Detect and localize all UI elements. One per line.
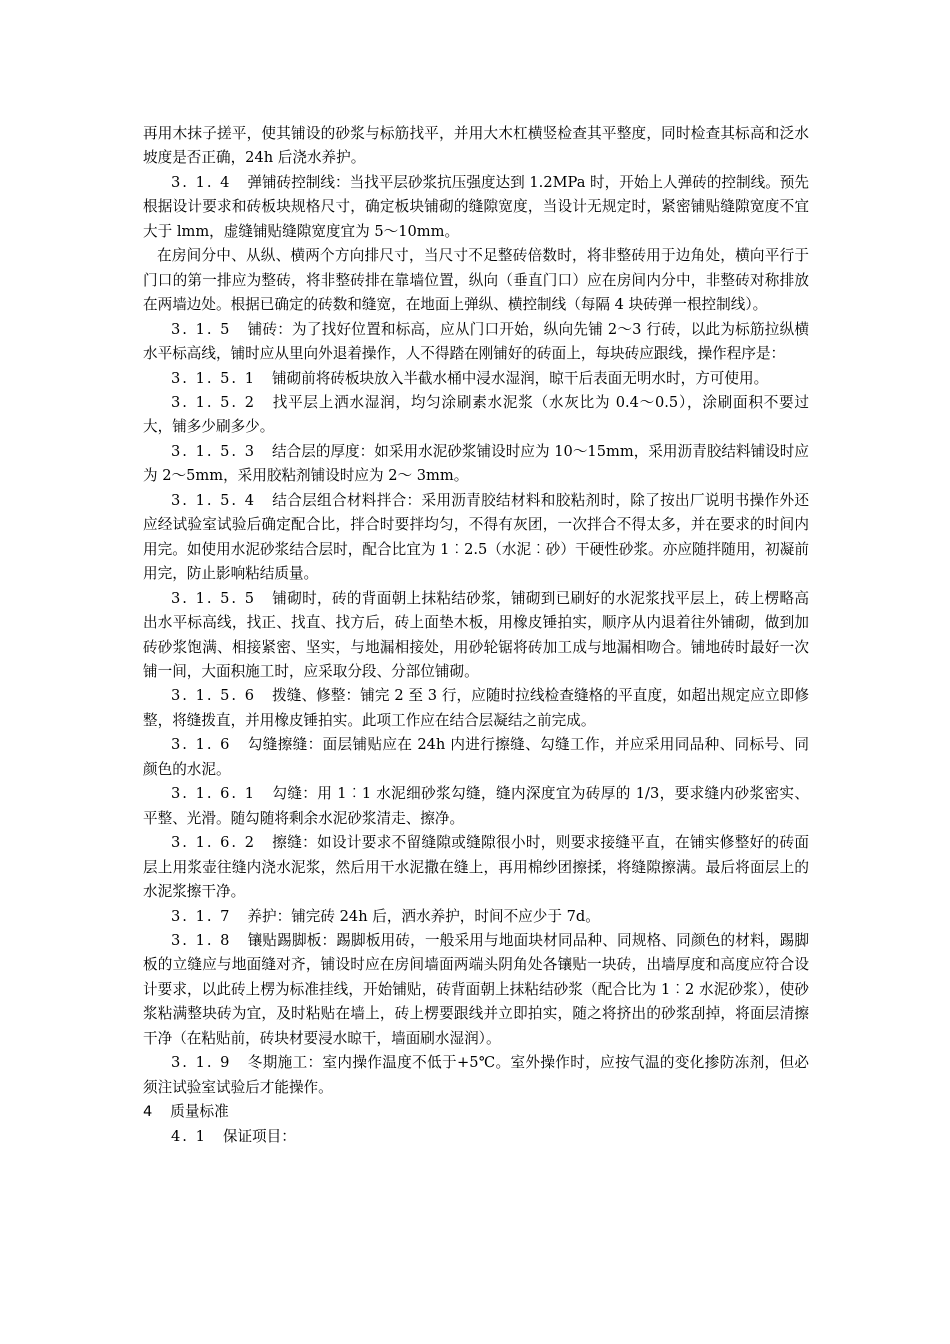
section-number: 4 <box>143 1103 155 1121</box>
paragraph-intro <box>143 122 809 171</box>
section-number: 3. 1. 6. 1 <box>171 785 256 803</box>
paragraph-text: 勾缝：用 1︰1 水泥细砂浆勾缝，缝内深度宜为砖厚的 1/3，要求缝内砂浆密实、平整、光滑。随勾随将剩余水泥砂浆清走、擦净。 <box>143 785 809 827</box>
section-number: 4. 1 <box>171 1127 207 1145</box>
sub-heading-4-1 <box>143 1125 809 1149</box>
section-number: 3. 1. 5. 5 <box>171 589 256 607</box>
paragraph-text: 养护：铺完砖 24h 后，洒水养护，时间不应少于 7d。 <box>247 907 600 925</box>
paragraph-text: 再用木抹子搓平，使其铺设的砂浆与标筋找平，并用大木杠横竖检查其平整度，同时检查其标高和泛水坡度是否正确，24h 后浇水养护。 <box>143 125 809 167</box>
paragraph-text: 找平层上洒水湿润，均匀涂刷素水泥浆（水灰比为 0.4～0.5），涂刷面积不要过大，铺多少刷多少。 <box>143 393 809 436</box>
section-number: 3. 1. 7 <box>171 907 232 925</box>
paragraph-text: 拨缝、修整：铺完 2 至 3 行，应随时拉线检查缝格的平直度，如超出规定应立即修整，将缝拨直，并用橡皮锤拍实。此项工作应在结合层凝结之前完成。 <box>143 687 809 729</box>
section-number: 3. 1. 6 <box>171 736 232 754</box>
paragraph-text: 冬期施工：室内操作温度不低于+5℃。室外操作时，应按气温的变化掺防冻剂，但必须注试验室试验后才能操作。 <box>143 1054 809 1096</box>
section-number: 3. 1. 4 <box>171 173 232 191</box>
section-heading-text: 质量标准 <box>170 1103 229 1121</box>
section-number: 3. 1. 5. 2 <box>171 393 256 411</box>
paragraph-3-1-7 <box>143 905 809 929</box>
sub-heading-text: 保证项目： <box>222 1127 296 1145</box>
paragraph-3-1-8 <box>143 929 809 1051</box>
paragraph-text: 在房间分中、从纵、横两个方向排尺寸，当尺寸不足整砖倍数时，将非整砖用于边角处，横向平行于门口的第一排应为整砖，将非整砖排在靠墙位置，纵向（垂直门口）应在房间内分中，非整砖对称排放在两墙边处。根据已确定的砖数和缝宽，在地面上弹纵、横控制线（每隔 4 块砖弹一根控制线）。 <box>143 247 809 314</box>
section-number: 3. 1. 5. 3 <box>171 442 256 460</box>
section-heading-4 <box>143 1100 809 1124</box>
paragraph-3-1-5-2 <box>143 391 809 440</box>
paragraph-3-1-5 <box>143 318 809 367</box>
paragraph-3-1-9 <box>143 1051 809 1100</box>
paragraph-text: 镶贴踢脚板：踢脚板用砖，一般采用与地面块材同品种、同规格、同颜色的材料，踢脚板的立缝应与地面缝对齐，铺设时应在房间墙面两端头阴角处各镶贴一块砖，出墙厚度和高度应符合设计要求，以此砖上楞为标准挂线，开始铺贴，砖背面朝上抹粘结砂浆（配合比为 1︰2 水泥砂浆），使砂浆粘满整块砖为宜，及时粘贴在墙上，砖上楞要跟线并立即拍实，随之将挤出的砂浆刮掉，将面层清擦干净（在粘贴前，砖块材要浸水晾干，墙面刷水湿润）。 <box>143 931 809 1047</box>
section-number: 3. 1. 5 <box>171 320 232 338</box>
paragraph-3-1-6-2 <box>143 831 809 904</box>
paragraph-3-1-5-4 <box>143 489 809 587</box>
section-number: 3. 1. 5. 6 <box>171 687 256 705</box>
paragraph-3-1-5-5 <box>143 587 809 685</box>
section-number: 3. 1. 5. 4 <box>171 491 256 509</box>
paragraph-3-1-6-1 <box>143 782 809 831</box>
paragraph-text: 结合层组合材料拌合：采用沥青胶结材料和胶粘剂时，除了按出厂说明书操作外还应经试验室试验后确定配合比，拌合时要拌均匀，不得有灰团，一次拌合不得太多，并在要求的时间内用完。如使用水泥砂浆结合层时，配合比宜为 1︰2.5（水泥︰砂）干硬性砂浆。亦应随拌随用，初凝前用完，防止影响粘结质量。 <box>143 491 809 583</box>
paragraph-text: 弹铺砖控制线：当找平层砂浆抗压强度达到 1.2MPa 时，开始上人弹砖的控制线。预先根据设计要求和砖板块规格尺寸，确定板块铺砌的缝隙宽度，当设计无规定时，紧密铺贴缝隙宽度不宜大于 lmm，虚缝铺贴缝隙宽度宜为 5～10mm。 <box>143 173 809 240</box>
paragraph-text: 铺砌前将砖板块放入半截水桶中浸水湿润，晾干后表面无明水时，方可使用。 <box>271 369 769 387</box>
paragraph-3-1-4 <box>143 171 809 244</box>
paragraph-text: 擦缝：如设计要求不留缝隙或缝隙很小时，则要求接缝平直，在铺实修整好的砖面层上用浆壶往缝内浇水泥浆，然后用干水泥撒在缝上，再用棉纱团擦揉，将缝隙擦满。最后将面层上的水泥浆擦干净。 <box>143 834 809 901</box>
paragraph-3-1-5-1 <box>143 367 809 391</box>
paragraph-3-1-6 <box>143 733 809 782</box>
paragraph-text: 铺砖：为了找好位置和标高，应从门口开始，纵向先铺 2～3 行砖，以此为标筋拉纵横水平标高线，铺时应从里向外退着操作，人不得踏在刚铺好的砖面上，每块砖应跟线，操作程序是： <box>143 320 809 363</box>
paragraph-text: 结合层的厚度：如采用水泥砂浆铺设时应为 10～15mm，采用沥青胶结料铺设时应为 2～5mm，采用胶粘剂铺设时应为 2～ 3mm。 <box>143 442 809 485</box>
section-number: 3. 1. 5. 1 <box>171 369 256 387</box>
paragraph-3-1-5-6 <box>143 684 809 733</box>
paragraph-3-1-5-3 <box>143 440 809 489</box>
paragraph-layout-rule <box>143 244 809 317</box>
section-number: 3. 1. 6. 2 <box>171 834 256 852</box>
paragraph-text: 铺砌时，砖的背面朝上抹粘结砂浆，铺砌到已刷好的水泥浆找平层上，砖上楞略高出水平标高线，找正、找直、找方后，砖上面垫木板，用橡皮锤拍实，顺序从内退着往外铺砌，做到加砖砂浆饱满、相接紧密、坚实，与地漏相接处，用砂轮锯将砖加工成与地漏相吻合。铺地砖时最好一次铺一间，大面积施工时，应采取分段、分部位铺砌。 <box>143 589 809 680</box>
paragraph-text: 勾缝擦缝：面层铺贴应在 24h 内进行擦缝、勾缝工作，并应采用同品种、同标号、同颜色的水泥。 <box>143 736 809 778</box>
section-number: 3. 1. 9 <box>171 1054 232 1072</box>
document-body <box>143 122 809 1149</box>
section-number: 3. 1. 8 <box>171 931 232 949</box>
